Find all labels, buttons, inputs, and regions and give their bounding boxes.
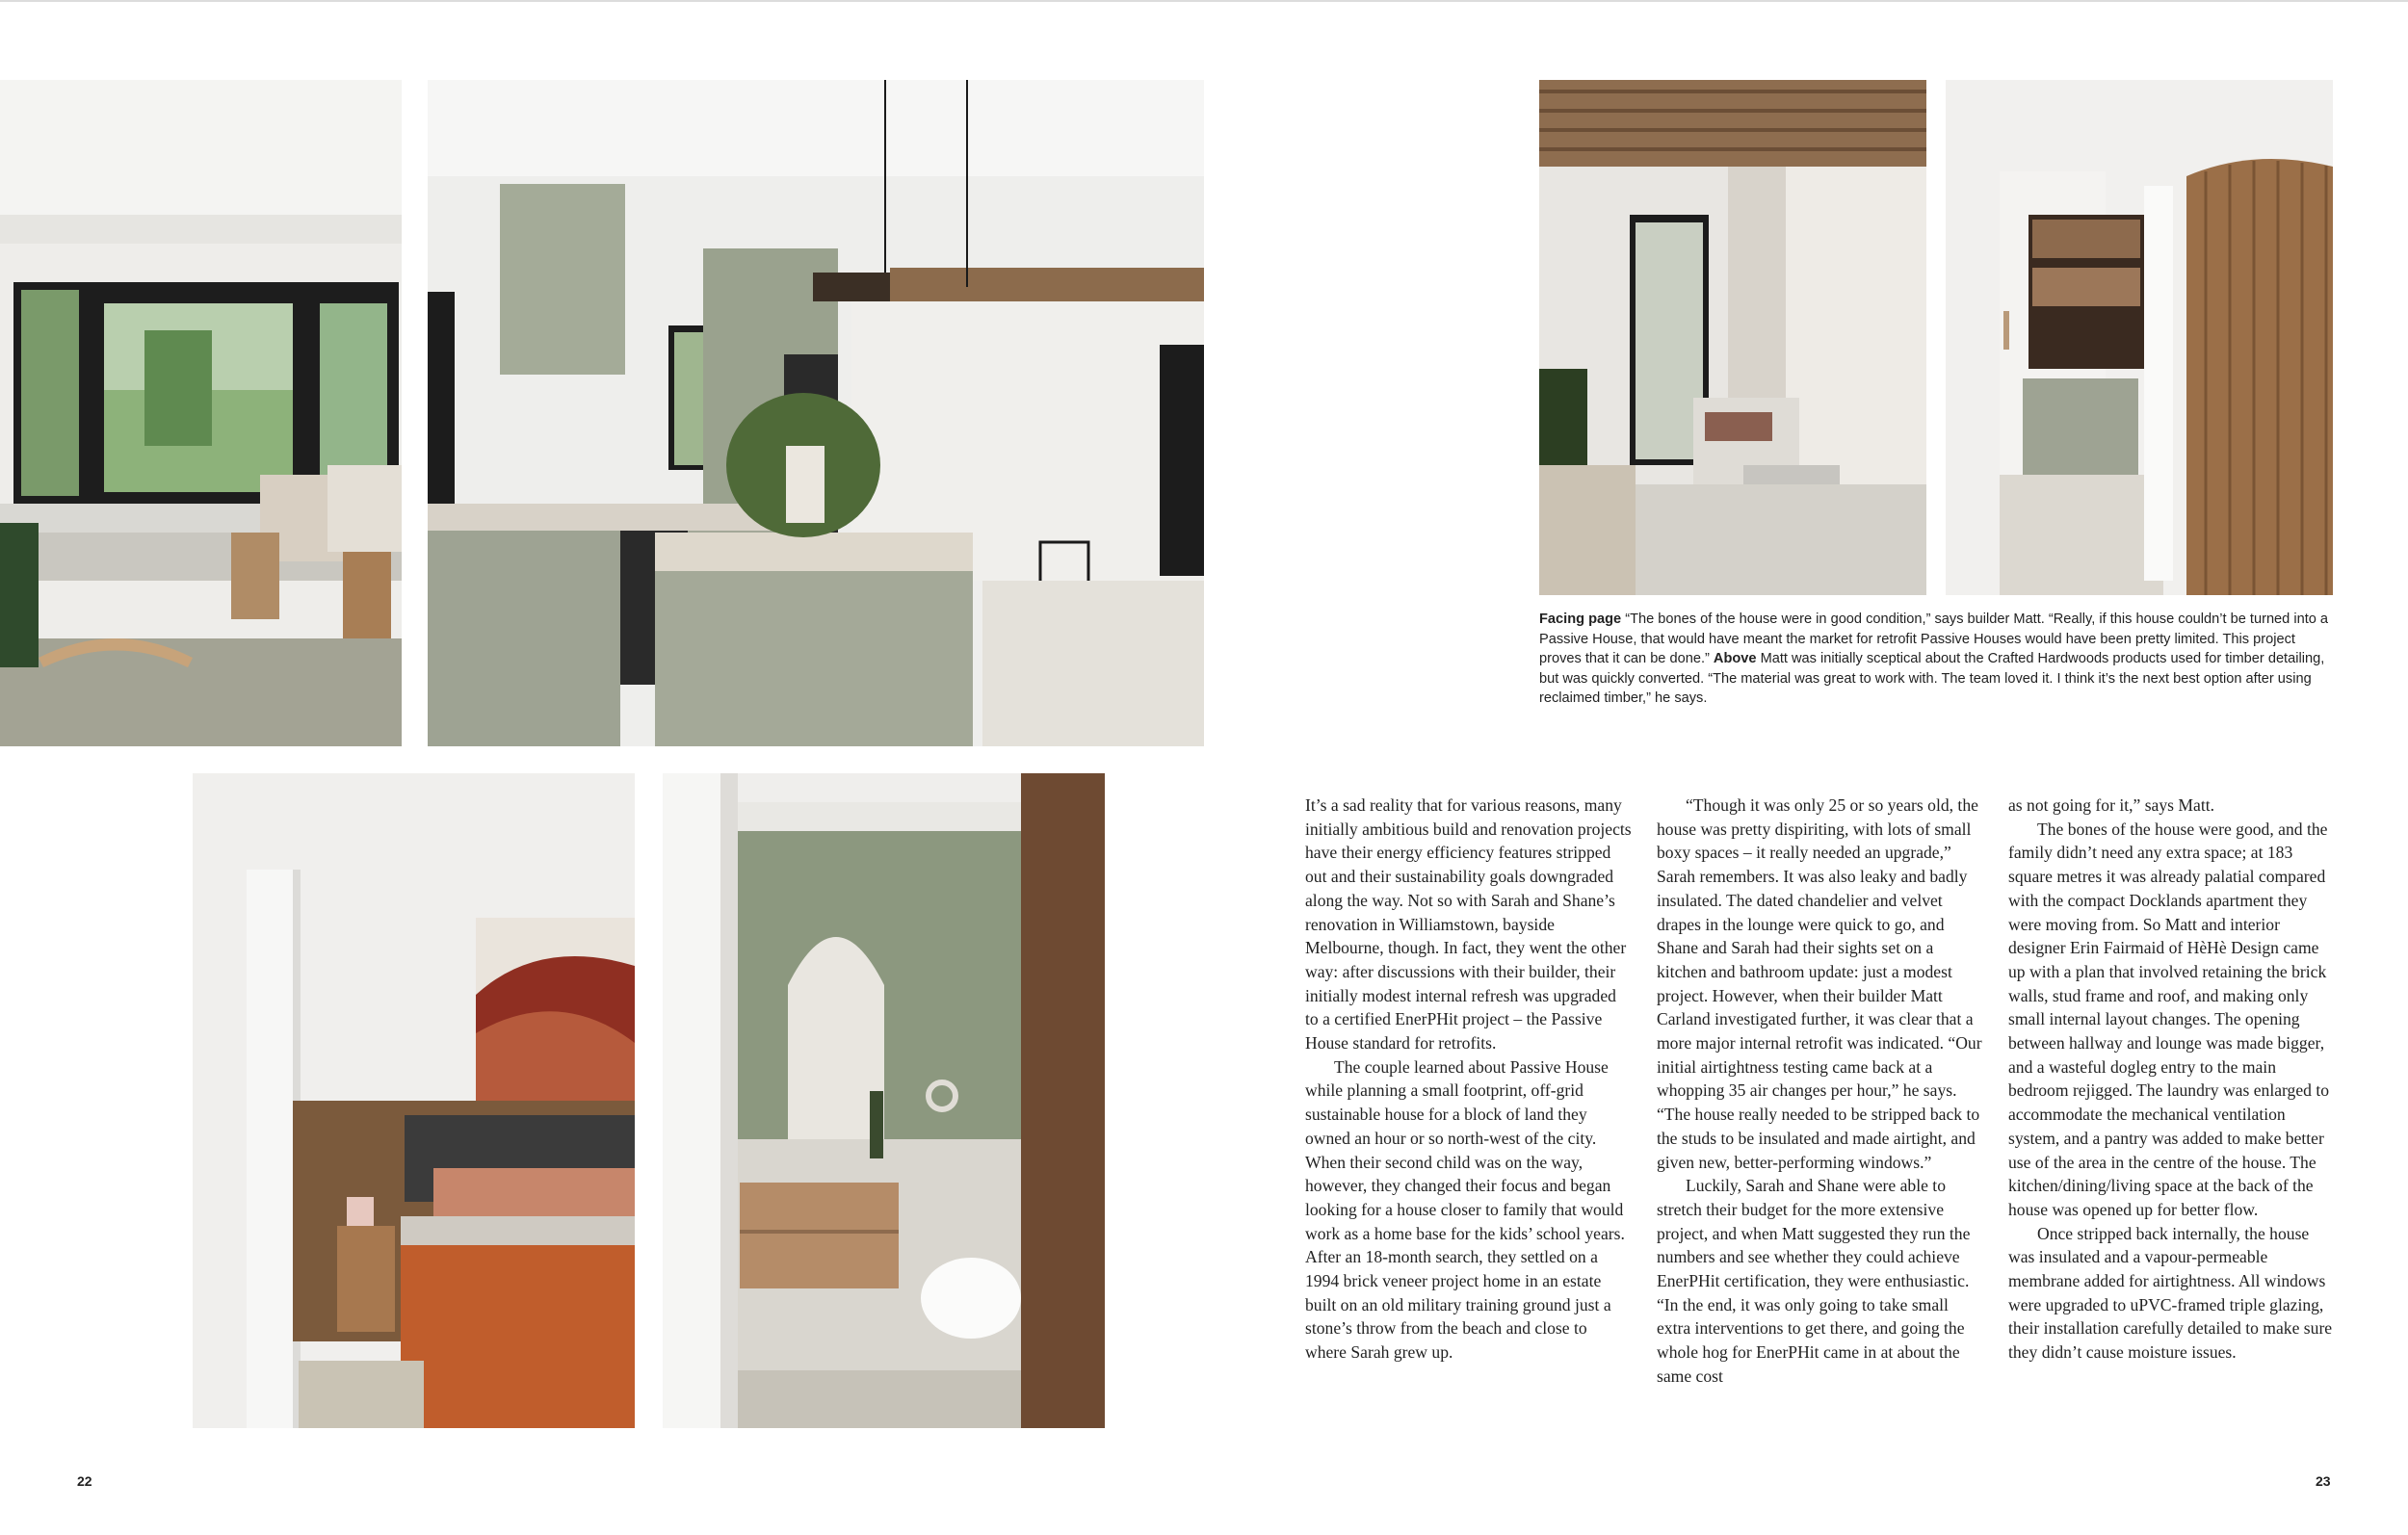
photo-bathroom: [663, 773, 1105, 1428]
photo-bedroom: [193, 773, 635, 1428]
caption-text-facing-page: “The bones of the house were in good condition,” says builder Matt. “Really, if this house couldn’t be turned into a Passive House, that would have meant the market for retrofit Passive Houses would have been pretty limited. This project proves that it can be done.”: [1539, 611, 2329, 666]
top-rule: [0, 0, 2408, 2]
article-paragraph: It’s a sad reality that for various reasons, many initially ambitious build and renovation projects have their energy efficiency features stripped out and their sustainability goals downgraded along the way. Not so with Sarah and Shane’s renovation in Williamstown, bayside Melbourne, though. In fact, they went the other way: after discussions with their builder, their initially modest internal refresh was upgraded to a certified EnerPHit project – the Passive House standard for retrofits.: [1305, 795, 1632, 1054]
article-paragraph: as not going for it,” says Matt.: [2008, 795, 2215, 815]
caption-label-above: Above: [1713, 651, 1757, 666]
article-column-1: [1305, 794, 1633, 1365]
article-paragraph: The couple learned about Passive House while planning a small footprint, off-grid sustainable house for a block of land they owned an hour or so north-west of the city. When their second child was on the way, however, they changed their focus and began looking for a house closer to family that would work as a home base for the kids’ school years. After an 18-month search, they settled on a 1994 brick veneer project home in an estate built on an old military training ground just a stone’s throw from the beach and close to where Sarah grew up.: [1305, 1056, 1625, 1363]
article-paragraph: “Though it was only 25 or so years old, the house was pretty dispiriting, with lots of small boxy spaces – it really needed an upgrade,” Sarah remembers. It was also leaky and badly insulated. The dated chandelier and velvet drapes in the lounge were quick to go, and Shane and Sarah had their sights set on a kitchen and bathroom update: just a modest project. However, when their builder Matt Carland investigated further, it was clear that a more major internal retrofit was indicated. “Our initial airtightness testing came back at a whopping 35 air changes per hour,” he says. “The house really needed to be stripped back to the studs to be insulated and made airtight, and given new, better-performing windows.”: [1657, 795, 1982, 1172]
caption-label-facing-page: Facing page: [1539, 611, 1622, 627]
article-paragraph: The bones of the house were good, and the family didn’t need any extra space; at 183 square metres it was already palatial compared with the compact Docklands apartment they were moving from. So Matt and interior designer Erin Fairmaid of HèHè Design came up with a plan that involved retaining the brick walls, stud frame and roof, and making only small internal layout changes. The opening between hallway and lounge was made bigger, and a wasteful dogleg entry to the main bedroom rejigged. The laundry was enlarged to accommodate the mechanical ventilation system, and a pantry was added to make better use of the area in the centre of the house. The kitchen/dining/living space at the back of the house was opened up for better flow.: [2008, 819, 2330, 1219]
article-paragraph: Once stripped back internally, the house was insulated and a vapour-permeable membrane added for airtightness. All windows were upgraded to uPVC-framed triple glazing, their installation carefully detailed to make sure they didn’t cause moisture issues.: [2008, 1223, 2333, 1363]
article-column-3: [2008, 794, 2336, 1365]
article-column-2: [1657, 794, 1984, 1389]
photo-lounge-timber-ceiling: [1539, 80, 1926, 595]
photo-bay-window-seat: [0, 80, 402, 746]
page-number-right: 23: [2316, 1473, 2331, 1489]
photo-pantry-curved-wall: [1946, 80, 2333, 595]
caption-paragraph: [1539, 610, 2339, 709]
article-paragraph: Luckily, Sarah and Shane were able to stretch their budget for the more extensive project, and when Matt suggested they run the numbers and see whether they could achieve EnerPHit certification, they were enthusiastic. “In the end, it was only going to take small extra interventions to get there, and going the whole hog for EnerPHit came in at about the same cost: [1657, 1176, 1971, 1386]
caption-text-above: Matt was initially sceptical about the Crafted Hardwoods products used for timber detailing, but was quickly converted. “The material was great to work with. The team loved it. I think it’s the next best option after using reclaimed timber,” he says.: [1539, 651, 2325, 706]
photo-kitchen: [428, 80, 1204, 746]
page-number-left: 22: [77, 1473, 92, 1489]
photo-caption: [1539, 610, 2339, 709]
